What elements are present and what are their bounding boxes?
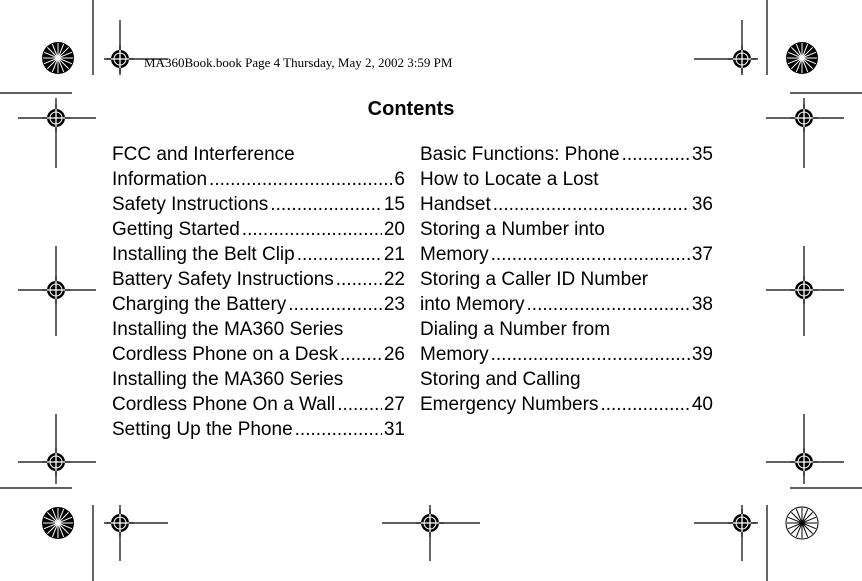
toc-entry[interactable]	[112, 417, 405, 442]
toc-entry-title: Basic Functions: Phone	[420, 144, 620, 165]
toc-entry-last-line	[112, 217, 405, 242]
toc-entry[interactable]	[112, 317, 405, 367]
toc-entry[interactable]	[112, 142, 405, 192]
toc-entry-last-line	[112, 242, 405, 267]
toc-entry-title: Memory	[420, 344, 489, 365]
toc-entry-title: Installing the Belt Clip	[112, 244, 295, 265]
toc-entry-title: Handset	[420, 194, 491, 215]
registration-mark-icon	[790, 448, 818, 476]
registration-mark-icon	[790, 276, 818, 304]
toc-entry[interactable]	[112, 267, 405, 292]
toc-entry-title: Battery Safety Instructions	[112, 269, 334, 290]
registration-mark-icon	[106, 509, 134, 537]
toc-column-right	[420, 142, 713, 417]
registration-mark-icon	[42, 448, 70, 476]
toc-entry-title: Memory	[420, 244, 489, 265]
toc-entry-last-line	[420, 292, 713, 317]
toc-entry-last-line	[420, 242, 713, 267]
toc-page-number: 38	[691, 294, 713, 315]
toc-page-number: 22	[383, 269, 405, 290]
toc-entry[interactable]	[420, 167, 713, 217]
page-title: Contents	[367, 98, 455, 120]
registration-mark-icon	[42, 276, 70, 304]
dot-leader	[527, 292, 690, 317]
toc-entry-title-line: How to Locate a Lost	[420, 169, 599, 190]
registration-mark-icon	[728, 45, 756, 73]
color-calibration-starburst-icon	[42, 42, 74, 74]
toc-entry[interactable]	[420, 217, 713, 267]
toc-page-number: 31	[383, 419, 405, 440]
toc-page-number: 27	[383, 394, 405, 415]
dot-leader	[270, 192, 382, 217]
toc-entry[interactable]	[420, 317, 713, 367]
toc-page-number: 6	[394, 169, 405, 190]
toc-entry-title: Safety Instructions	[112, 194, 269, 215]
toc-entry[interactable]	[112, 367, 405, 417]
toc-entry[interactable]	[112, 217, 405, 242]
book-header: MA360Book.book Page 4 Thursday, May 2, 2002 3:59 PM	[144, 55, 453, 70]
dot-leader	[622, 142, 690, 167]
toc-entry[interactable]	[420, 267, 713, 317]
toc-entry-last-line	[420, 342, 713, 367]
toc-column-left	[112, 142, 405, 442]
toc-entry-last-line	[112, 392, 405, 417]
dot-leader	[493, 192, 690, 217]
dot-leader	[295, 417, 382, 442]
toc-entry[interactable]	[112, 292, 405, 317]
toc-page-number: 40	[691, 394, 713, 415]
toc-entry-title-line: Installing the MA360 Series	[112, 369, 344, 390]
toc-entry[interactable]	[420, 142, 713, 167]
toc-entry-title: Setting Up the Phone	[112, 419, 293, 440]
toc-entry[interactable]	[112, 192, 405, 217]
toc-entry-title: Charging the Battery	[112, 294, 287, 315]
dot-leader	[337, 392, 382, 417]
toc-page-number: 35	[691, 144, 713, 165]
toc-entry-title-line: Storing and Calling	[420, 369, 581, 390]
toc-entry-title: Cordless Phone on a Desk	[112, 344, 339, 365]
toc-entry-last-line	[112, 342, 405, 367]
toc-entry-last-line	[420, 392, 713, 417]
toc-page-number: 39	[691, 344, 713, 365]
dot-leader	[491, 342, 690, 367]
toc-page-number: 23	[383, 294, 405, 315]
dot-leader	[297, 242, 382, 267]
dot-leader	[336, 267, 382, 292]
toc-entry-last-line	[112, 417, 405, 442]
color-calibration-starburst-icon	[786, 42, 818, 74]
toc-entry-title: Getting Started	[112, 219, 240, 240]
dot-leader	[288, 292, 382, 317]
toc-page-number: 36	[691, 194, 713, 215]
toc-entry-title-line: Dialing a Number from	[420, 319, 611, 340]
registration-mark-icon	[728, 509, 756, 537]
toc-page-number: 26	[383, 344, 405, 365]
color-calibration-starburst-icon	[42, 507, 74, 539]
toc-entry-title-line: FCC and Interference	[112, 144, 295, 165]
toc-entry-title: Information	[112, 169, 208, 190]
toc-entry[interactable]	[420, 367, 713, 417]
toc-page-number: 37	[691, 244, 713, 265]
toc-entry-title: into Memory	[420, 294, 525, 315]
toc-entry-title: Cordless Phone On a Wall	[112, 394, 336, 415]
toc-page-number: 15	[383, 194, 405, 215]
dot-leader	[600, 392, 689, 417]
registration-mark-icon	[416, 509, 444, 537]
toc-entry-title: Emergency Numbers	[420, 394, 599, 415]
toc-entry-last-line	[112, 292, 405, 317]
toc-entry-title-line: Storing a Number into	[420, 219, 605, 240]
toc-entry-last-line	[420, 142, 713, 167]
color-calibration-starburst-icon	[786, 507, 818, 539]
dot-leader	[209, 167, 392, 192]
dot-leader	[242, 217, 382, 242]
toc-entry-title-line: Storing a Caller ID Number	[420, 269, 649, 290]
dot-leader	[491, 242, 690, 267]
toc-entry-last-line	[112, 267, 405, 292]
toc-entry-last-line	[112, 192, 405, 217]
toc-entry-last-line	[420, 192, 713, 217]
toc-page-number: 20	[383, 219, 405, 240]
registration-mark-icon	[106, 45, 134, 73]
dot-leader	[340, 342, 382, 367]
toc-entry[interactable]	[112, 242, 405, 267]
toc-page-number: 21	[383, 244, 405, 265]
toc-entry-title-line: Installing the MA360 Series	[112, 319, 344, 340]
toc-entry-last-line	[112, 167, 405, 192]
